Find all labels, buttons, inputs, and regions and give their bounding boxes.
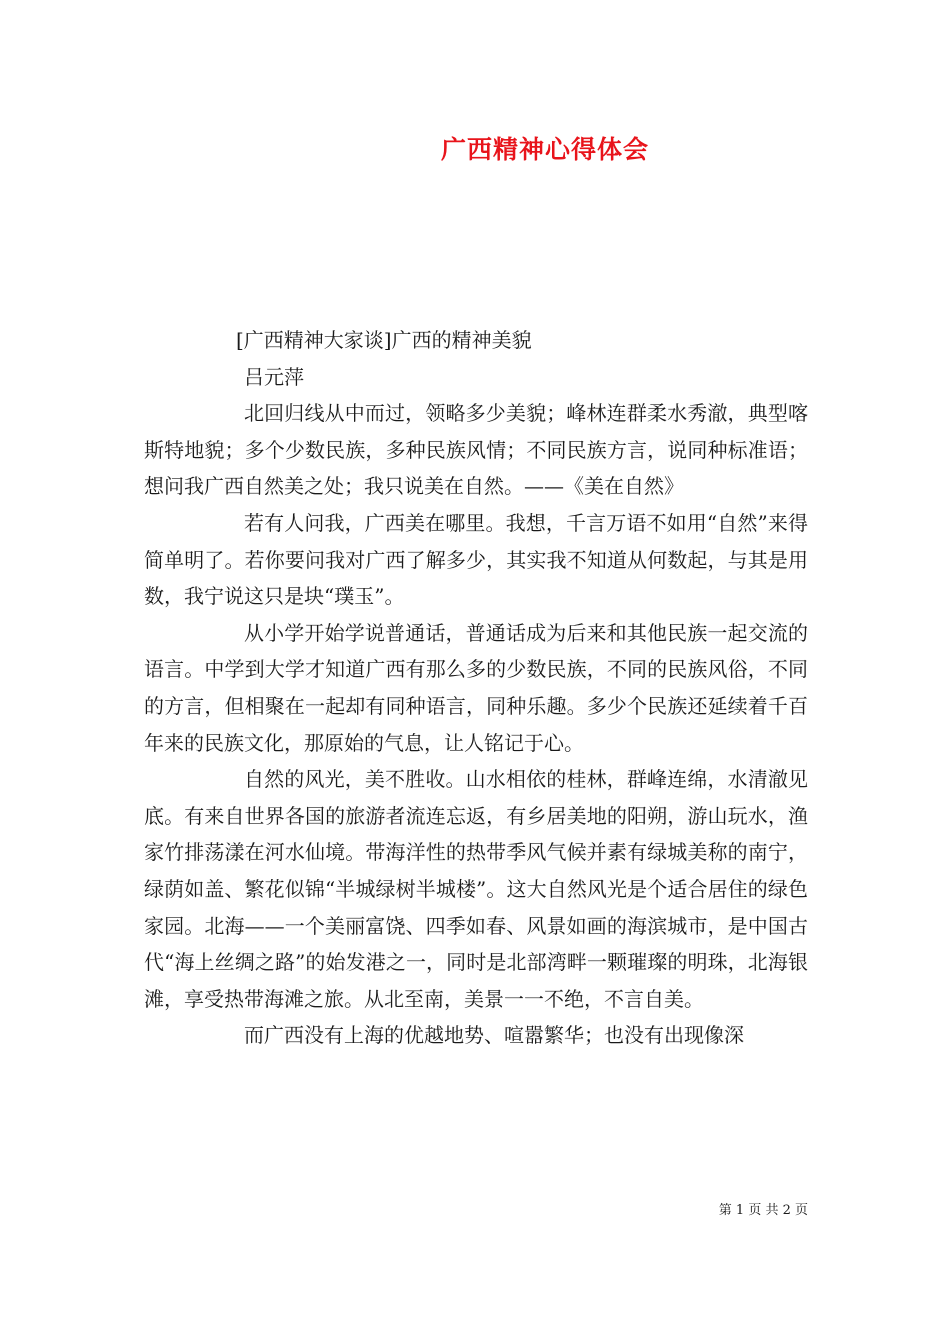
paragraph-5: 而广西没有上海的优越地势、喧嚣繁华；也没有出现像深 [244,1023,744,1048]
paragraph-1: 北回归线从中而过，领略多少美貌；峰林连群柔水秀澈，典型喀斯特地貌；多个少数民族，多种民族风情；不同民族方言，说同种标准语；想问我广西自然美之处；我只说美在自然。——《美在自然》 [144,401,808,499]
article-author: 吕元萍 [244,364,304,389]
document-body [144,322,808,1054]
document-title: 广西精神心得体会 [440,135,649,164]
paragraph-4: 自然的风光，美不胜收。山水相依的桂林，群峰连绵，水清澈见底。有来自世界各国的旅游者流连忘返，有乡居美地的阳朔，游山玩水，渔家竹排荡漾在河水仙境。带海洋性的热带季风气候并素有绿城美称的南宁，绿荫如盖、繁花似锦“半城绿树半城楼”。这大自然风光是个适合居住的绿色家园。北海——一个美丽富饶、四季如春、风景如画的海滨城市，是中国古代“海上丝绸之路”的始发港之一，同时是北部湾畔一颗璀璨的明珠，北海银滩，享受热带海滩之旅。从北至南，美景一一不绝，不言自美。 [144,767,808,1011]
paragraph-2: 若有人问我，广西美在哪里。我想，千言万语不如用“自然”来得简单明了。若你要问我对广西了解多少，其实我不知道从何数起，与其是用数，我宁说这只是块“璞玉”。 [144,510,808,609]
page-number: 第 1 页 共 2 页 [718,1203,808,1218]
paragraph-3: 从小学开始学说普通话，普通话成为后来和其他民族一起交流的语言。中学到大学才知道广西有那么多的少数民族，不同的民族风俗，不同的方言，但相聚在一起却有同种语言，同种乐趣。多少个民族还延续着千百年来的民族文化，那原始的气息，让人铭记于心。 [144,620,808,755]
article-subtitle: [广西精神大家谈]广西的精神美貌 [236,328,532,352]
